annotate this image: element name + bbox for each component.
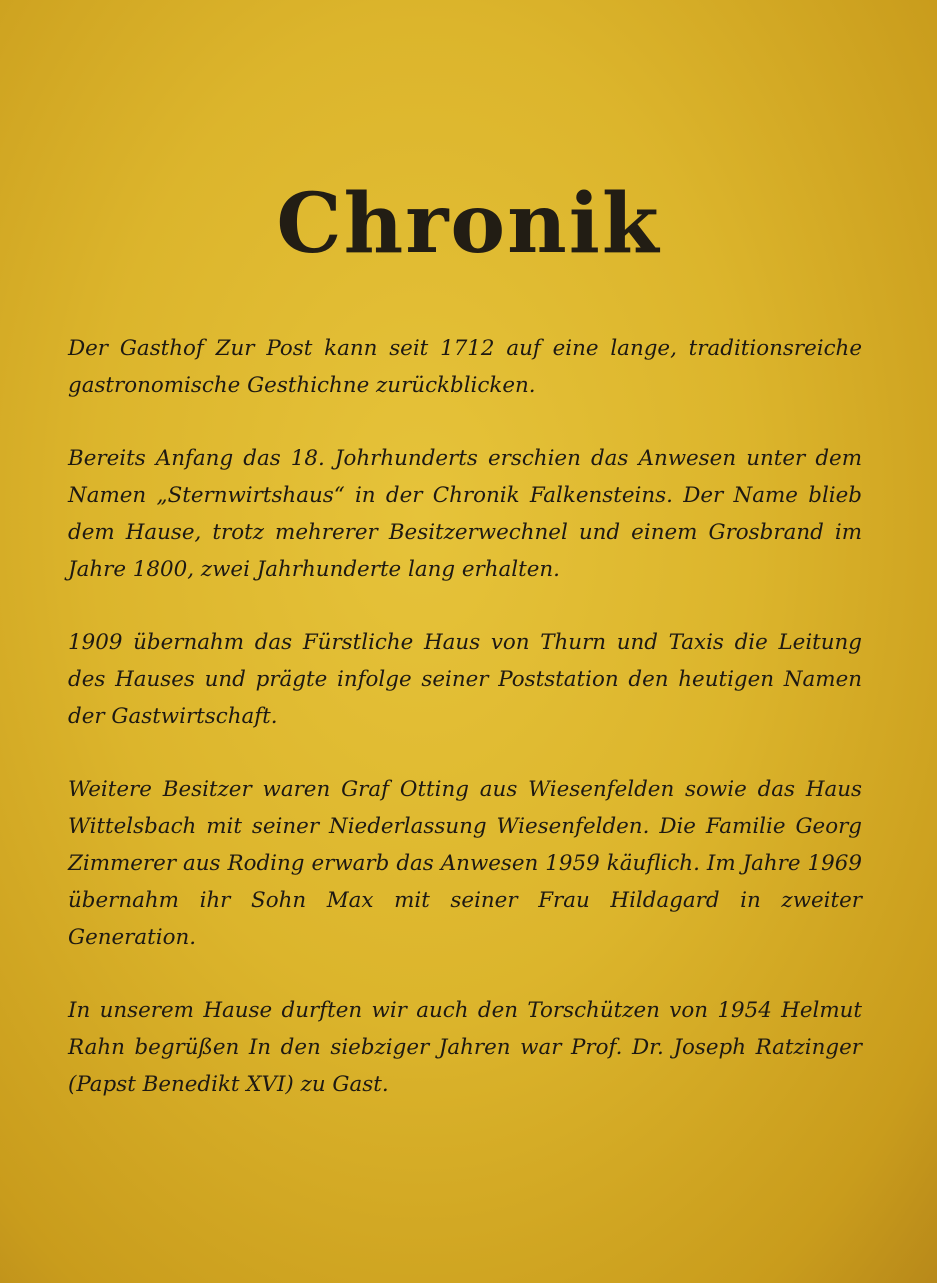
sign-title: Chronik [276, 175, 661, 272]
paragraph-guests: In unserem Hause durften wir auch den Torschützen von 1954 Helmut Rahn begrüßen In den siebziger Jahren war Prof. Dr. Joseph Ratzinger (Papst Benedikt XVI) zu Gast. [68, 998, 862, 1097]
paragraph-owners: Weitere Besitzer waren Graf Otting aus Wiesenfelden sowie das Haus Wittelsbach mit seiner Niederlassung Wiesenfelden. Die Familie Georg Zimmerer aus Roding erwarb das Anwesen 1959 käuflich. Im Jahre 1969 übernahm ihr Sohn Max mit seiner Frau Hildagard in zweiter Generation. [68, 777, 862, 950]
paragraph-thurn-und-taxis: 1909 übernahm das Fürstliche Haus von Thurn und Taxis die Leitung des Hauses und prägte infolge seiner Poststation den heutigen Namen der Gastwirtschaft. [68, 630, 862, 729]
paragraph-sternwirtshaus: Bereits Anfang das 18. Johrhunderts erschien das Anwesen unter dem Namen „Sternwirtshaus“ in der Chronik Falkensteins. Der Name blieb dem Hause, trotz mehrerer Besitzerwechnel und einem Grosbrand im Jahre 1800, zwei Jahrhunderte lang erhalten. [68, 446, 862, 582]
sign-body [68, 330, 862, 1139]
paragraph-founding: Der Gasthof Zur Post kann seit 1712 auf eine lange, traditionsreiche gastronomische Gesthichne zurückblicken. [68, 336, 862, 398]
